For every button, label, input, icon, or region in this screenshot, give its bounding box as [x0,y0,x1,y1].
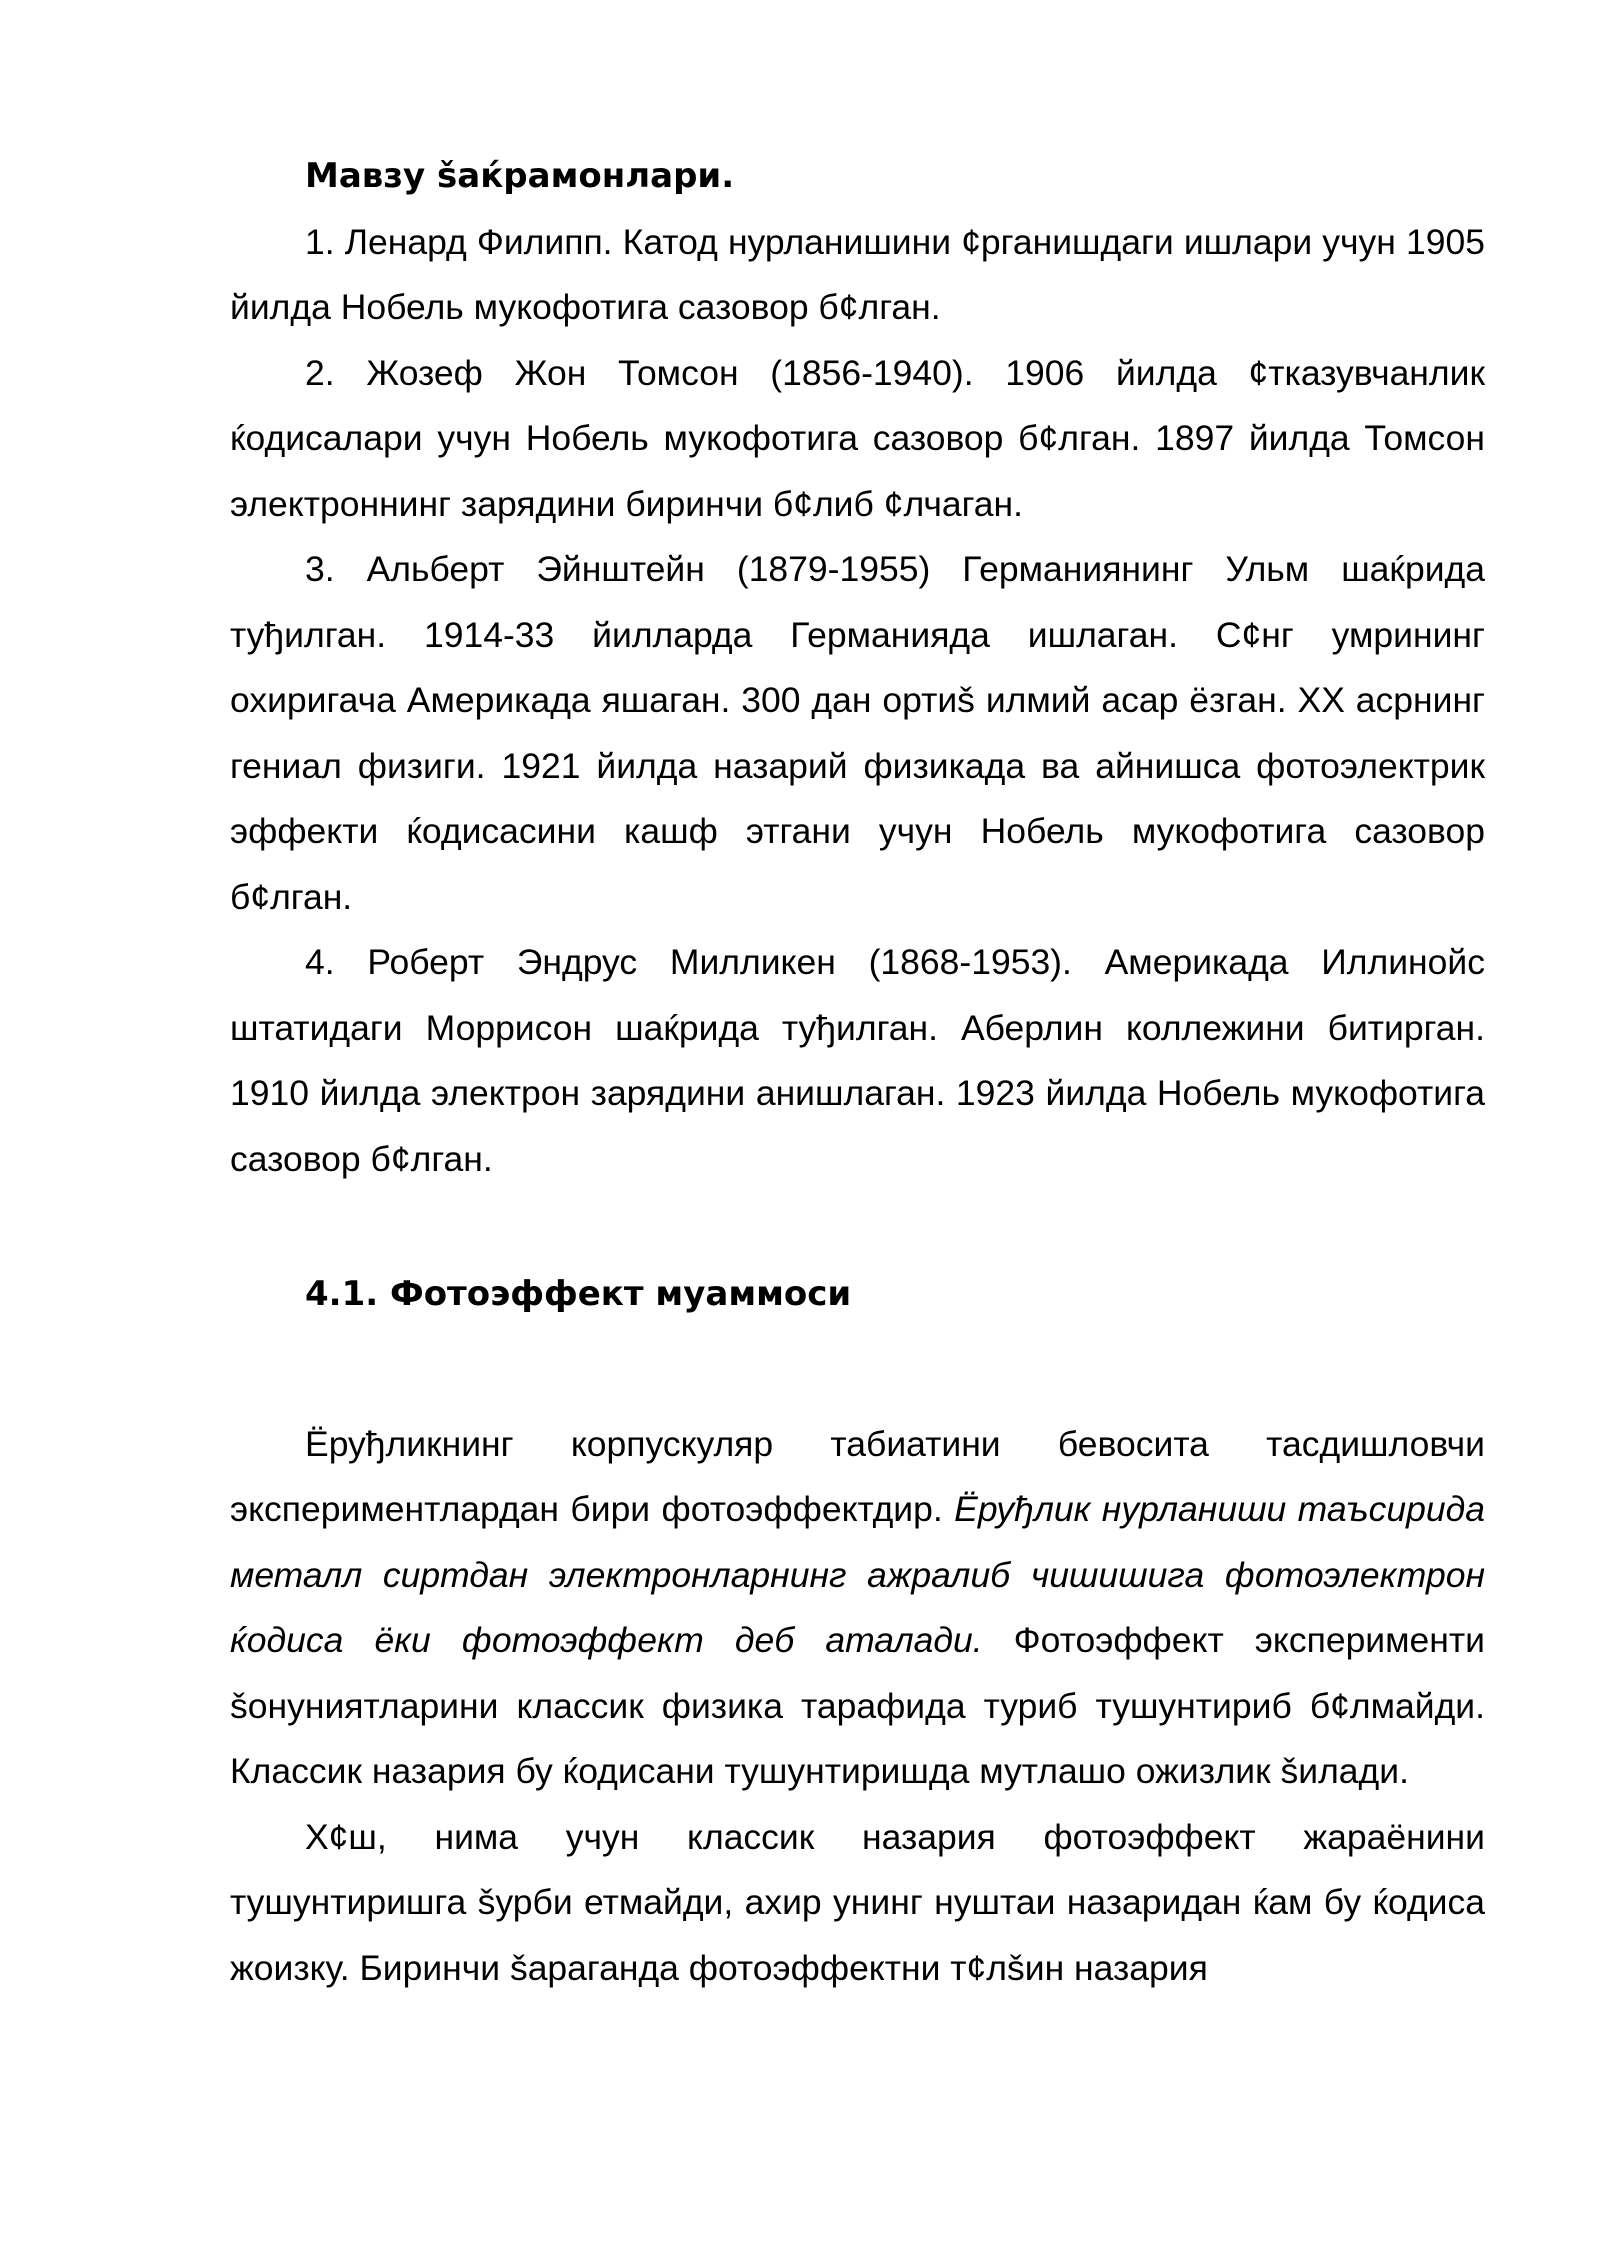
paragraph-tail-text: Фотоэффект эксперименти šонуниятларини классик физика тарафида туриб тушунтириб б¢лмайди. Классик назария бу ќодисани тушунтиришда мутлашо ожизлик šилади. [230,1620,1485,1791]
section-heading: 4.1. Фотоэффект муаммоси [305,1274,852,1314]
topic-item-4: 4. Роберт Эндрус Милликен (1868-1953). Америкада Иллинойс штатидаги Моррисон шаќрида туђилган. Аберлин коллежини битирган. 1910 йилда электрон зарядини анишлаган. 1923 йилда Нобель мукофотига сазовор б¢лган. [230,942,1485,1179]
section-paragraph-2: Х¢ш, нима учун классик назария фотоэффект жараёнини тушунтиришга šурби етмайди, ахир унинг нуштаи назаридан ќам бу ќодиса жоизку. Биринчи šараганда фотоэффектни т¢лšин назария [230,1816,1485,1988]
topic-item-2: 2. Жозеф Жон Томсон (1856-1940). 1906 йилда ¢тказувчанлик ќодисалари учун Нобель мукофотига сазовор б¢лган. 1897 йилда Томсон электроннинг зарядини биринчи б¢либ ¢лчаган. [230,352,1485,524]
definition-italic-text: Ёруђлик нурланиши таъсирида металл сиртдан электронларнинг ажралиб чишишига фотоэлектрон ќодиса ёки фотоэффект деб аталади. [230,1489,1485,1660]
paragraph-lead-text: Ёруђликнинг корпускуляр табиатини бевосита тасдишловчи экспериментлардан бири фотоэффектдир. [230,1423,1485,1529]
section-paragraph-1 [230,1412,1485,1805]
topic-item-3: 3. Альберт Эйнштейн (1879-1955) Германиянинг Ульм шаќрида туђилган. 1914-33 йилларда Германияда ишлаган. С¢нг умрининг охиригача Америкада яшаган. 300 дан ортиš илмий асар ёзган. XX асрнинг гениал физиги. 1921 йилда назарий физикада ва айнишса фотоэлектрик эффекти ќодисасини кашф этгани учун Нобель мукофотига сазовор б¢лган. [230,549,1485,917]
topics-heading: Мавзу šаќрамонлари. [305,156,735,196]
section-spacer [230,1328,1485,1412]
topic-item-1: 1. Ленард Филипп. Катод нурланишини ¢рганишдаги ишлари учун 1905 йилда Нобель мукофотига сазовор б¢лган. [230,221,1485,327]
page-content [230,130,1485,2001]
